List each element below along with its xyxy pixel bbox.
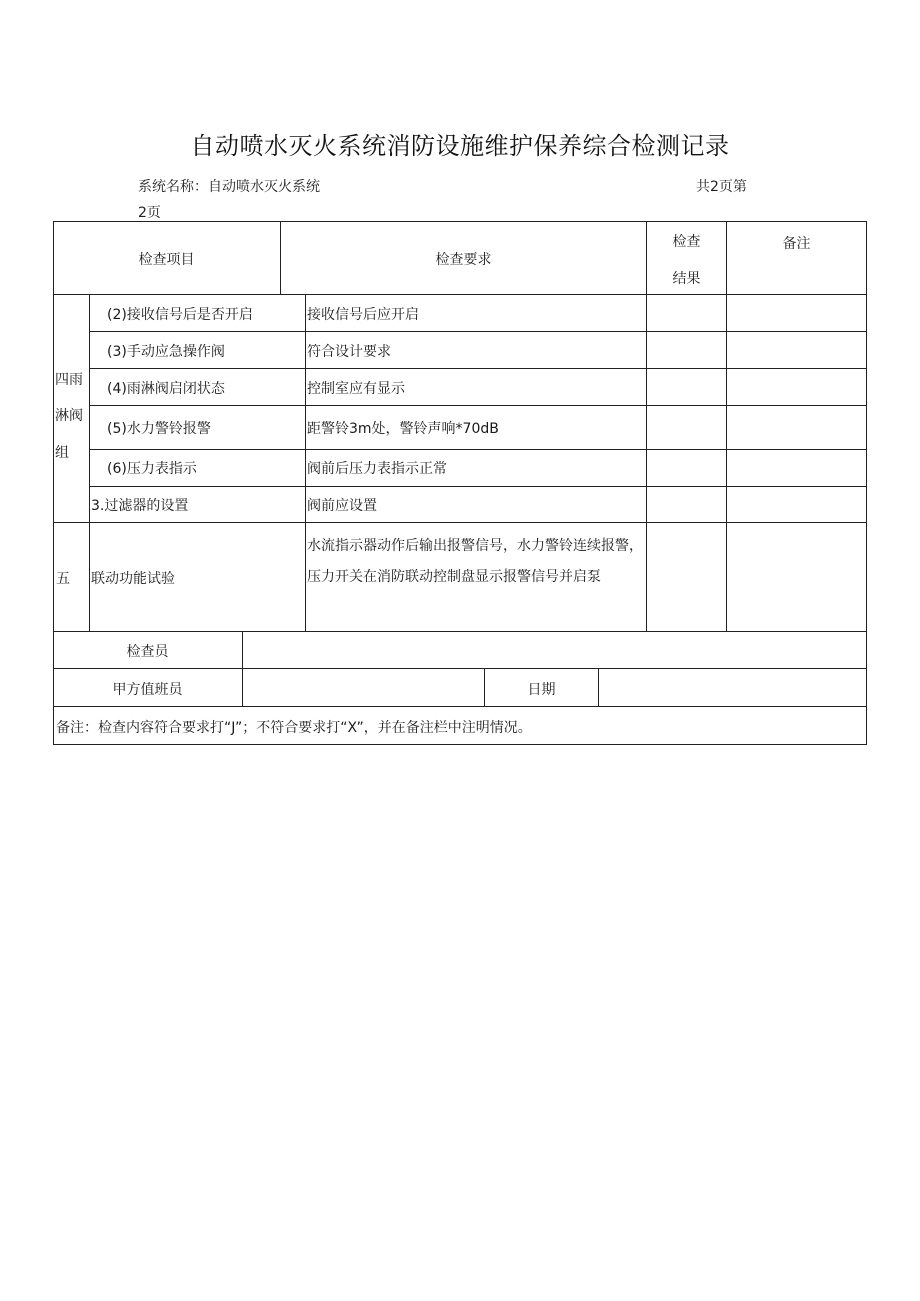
page-info-continued: 2页 <box>138 205 161 221</box>
row-item: (3)手动应急操作阀 <box>107 344 225 360</box>
header-result-continued: 结果 <box>672 271 701 287</box>
row-requirement: 阀前应设置 <box>307 498 377 514</box>
group-five-requirement: 水流指示器动作后输出报警信号，水力警铃连续报警，压力开关在消防联动控制盘显示报警信号并启泵 <box>307 538 643 585</box>
system-name: 系统名称：自动喷水灭火系统 <box>138 179 320 195</box>
inspector-label: 检查员 <box>126 644 169 660</box>
row-requirement: 控制室应有显示 <box>307 381 405 397</box>
row-item: (2)接收信号后是否开启 <box>107 307 253 323</box>
group-five-item: 联动功能试验 <box>91 571 175 587</box>
row-item: (4)雨淋阀启闭状态 <box>107 381 225 397</box>
date-label: 日期 <box>527 682 556 698</box>
row-item: (5)水力警铃报警 <box>107 421 211 437</box>
header-item: 检查项目 <box>138 252 195 268</box>
row-item: (6)压力表指示 <box>107 461 197 477</box>
group-four-label-line3: 组 <box>55 445 69 461</box>
row-requirement: 阀前后压力表指示正常 <box>307 461 447 477</box>
row-requirement: 距警铃3m处，警铃声响*70dB <box>307 421 499 437</box>
row-requirement: 接收信号后应开启 <box>307 307 419 323</box>
group-five-number: 五 <box>56 571 70 587</box>
row-requirement: 符合设计要求 <box>307 344 391 360</box>
header-requirement: 检查要求 <box>435 252 492 268</box>
group-four-label-line2: 淋阀 <box>55 408 83 424</box>
header-remarks: 备注 <box>782 236 811 252</box>
header-result: 检查 <box>672 234 701 250</box>
page-info: 共2页第 <box>696 179 747 195</box>
inspection-table <box>53 221 867 745</box>
row-item: 3.过滤器的设置 <box>91 498 189 514</box>
document-title: 自动喷水灭火系统消防设施维护保养综合检测记录 <box>190 132 730 160</box>
note: 备注：检查内容符合要求打“J”；不符合要求打“X”，并在备注栏中注明情况。 <box>56 720 532 736</box>
party-a-label: 甲方值班员 <box>112 682 183 698</box>
group-four-label: 四雨 <box>55 372 83 388</box>
